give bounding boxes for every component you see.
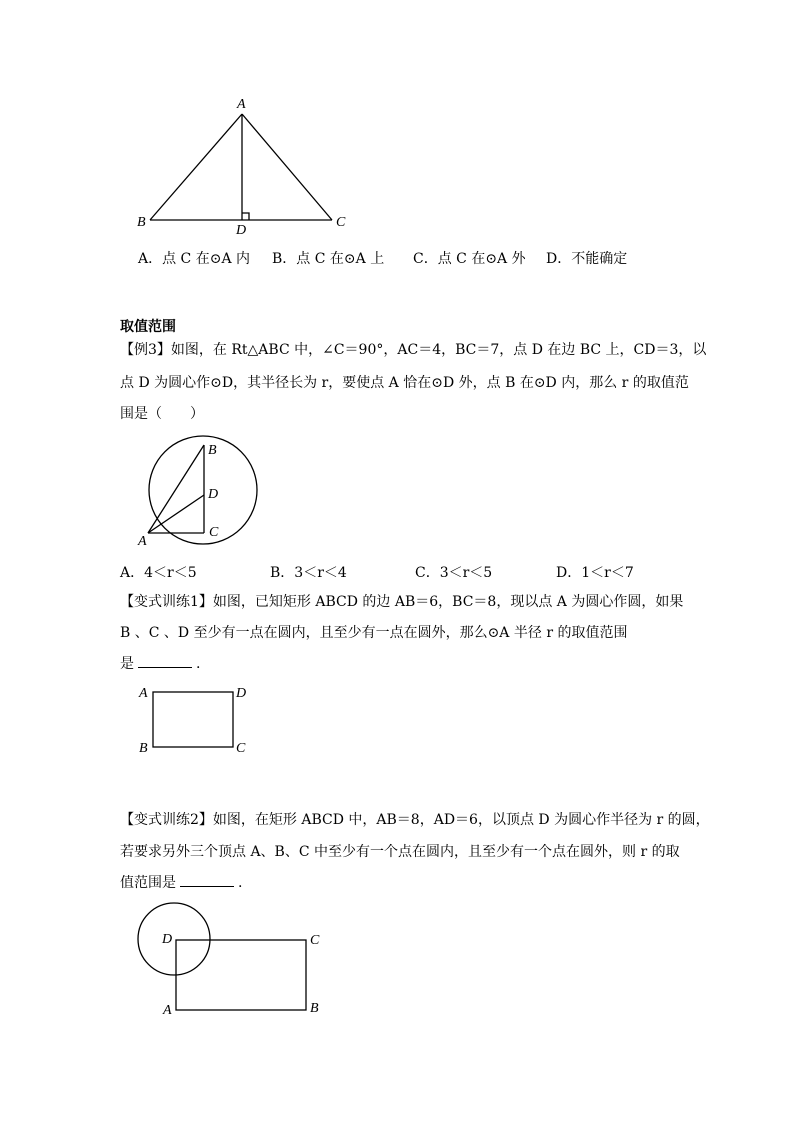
answer-blank[interactable]	[138, 655, 192, 668]
section-title: 取值范围	[120, 319, 176, 335]
training2-line3-prefix: 值范围是	[120, 875, 176, 891]
answer-blank-2[interactable]	[180, 874, 234, 887]
rectangle-circle-figure	[132, 902, 332, 1022]
training2-line3	[120, 874, 242, 892]
training1-line1: 【变式训练1】如图，已知矩形 ABCD 的边 AB＝6，BC＝8，现以点 A 为圆心作圆，如果	[120, 594, 684, 610]
ex3-label-c: C	[209, 525, 219, 540]
triangle-figure	[130, 92, 360, 242]
ex3-label-d: D	[208, 487, 219, 502]
fig1-option-d: D．不能确定	[546, 251, 628, 267]
t2-label-c: C	[310, 933, 320, 948]
vertex-label-a: A	[237, 97, 246, 112]
rectangle-figure-1	[132, 682, 257, 758]
t2-label-b: B	[310, 1001, 319, 1016]
t2-label-d: D	[162, 932, 173, 947]
fig1-option-c: C．点 C 在⊙A 外	[413, 251, 526, 267]
training1-line3	[120, 655, 200, 673]
ex3-option-b: B．3＜r＜4	[270, 565, 347, 581]
t1-label-b: B	[139, 741, 148, 756]
t1-label-a: A	[139, 686, 148, 701]
training1-line3-prefix: 是	[120, 656, 134, 672]
training2-line2: 若要求另外三个顶点 A、B、C 中至少有一个点在圆内，且至少有一个点在圆外，则 r 的取	[120, 844, 680, 860]
t1-label-c: C	[236, 741, 246, 756]
vertex-label-b: B	[137, 215, 146, 230]
training1-line3-suffix: .	[196, 656, 201, 672]
t1-label-d: D	[236, 686, 247, 701]
ex3-label-b: B	[208, 443, 217, 458]
t2-label-a: A	[163, 1003, 172, 1018]
fig1-option-b: B．点 C 在⊙A 上	[272, 251, 385, 267]
vertex-label-d: D	[236, 223, 247, 238]
example3-line1: 【例3】如图，在 Rt△ABC 中，∠C＝90°，AC＝4，BC＝7，点 D 在边 BC 上，CD＝3，以	[120, 342, 707, 358]
training1-line2: B 、C 、D 至少有一点在圆内，且至少有一点在圆外，那么⊙A 半径 r 的取值范围	[120, 625, 628, 641]
example3-line2: 点 D 为圆心作⊙D，其半径长为 r，要使点 A 恰在⊙D 外，点 B 在⊙D 内，那么 r 的取值范	[120, 375, 689, 391]
circle-triangle-figure	[132, 432, 272, 552]
training2-line1: 【变式训练2】如图，在矩形 ABCD 中，AB＝8，AD＝6，以顶点 D 为圆心作半径为 r 的圆，	[120, 812, 710, 828]
ex3-option-d: D．1＜r＜7	[556, 565, 634, 581]
ex3-label-a: A	[138, 534, 147, 549]
fig1-option-a: A．点 C 在⊙A 内	[138, 251, 251, 267]
training2-line3-suffix: .	[238, 875, 243, 891]
vertex-label-c: C	[336, 215, 346, 230]
example3-line3: 围是（ ）	[120, 406, 204, 422]
ex3-option-a: A．4＜r＜5	[120, 565, 197, 581]
ex3-option-c: C．3＜r＜5	[415, 565, 493, 581]
